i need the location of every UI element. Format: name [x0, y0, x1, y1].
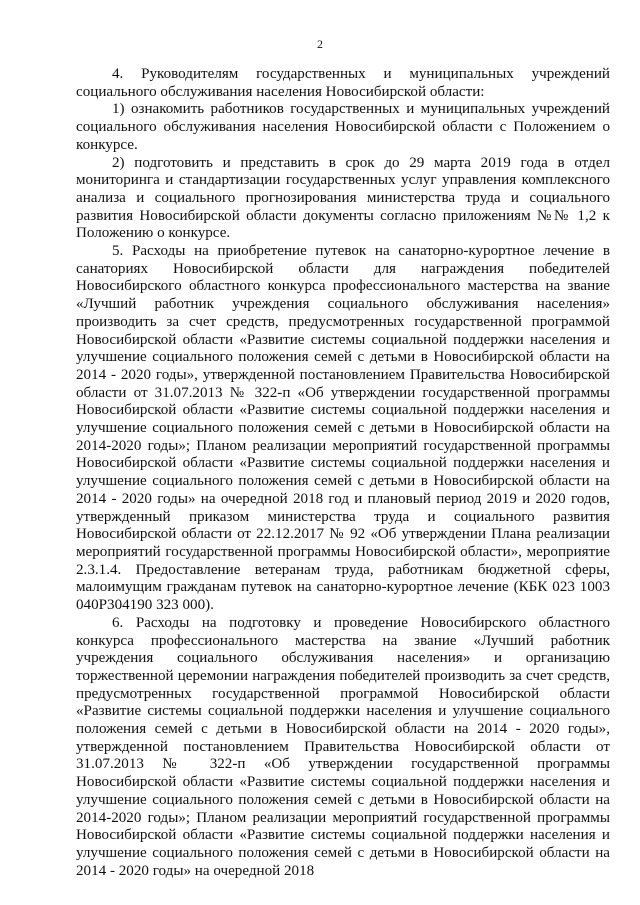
page-number: 2	[317, 37, 323, 51]
document-body	[76, 66, 610, 880]
paragraph-subitem-4-1: 1) ознакомить работников государственных и муниципальных учреждений социального обслуживания населения Новосибирской области с Положением о конкурсе.	[76, 101, 610, 153]
paragraph-item-4: 4. Руководителям государственных и муниципальных учреждений социального обслуживания населения Новосибирской области:	[76, 66, 610, 100]
paragraph-subitem-4-2: 2) подготовить и представить в срок до 29 марта 2019 года в отдел мониторинга и стандартизации государственных услуг управления комплексного анализа и социального прогнозирования министерства труда и социального развития Новосибирской области документы согласно приложениям №№ 1,2 к Положению о конкурсе.	[76, 154, 610, 242]
paragraph-item-6: 6. Расходы на подготовку и проведение Новосибирского областного конкурса профессионального мастерства на звание «Лучший работник учреждения социального обслуживания населения» и организацию торжественной церемонии награждения победителей производить за счет средств, предусмотренных государственной программой Новосибирской области «Развитие системы социальной поддержки населения и улучшение социального положения семей с детьми в Новосибирской области на 2014 - 2020 годы», утвержденной постановлением Правительства Новосибирской области от 31.07.2013 № 322-п «Об утверждении государственной программы Новосибирской области «Развитие системы социальной поддержки населения и улучшение социального положения семей с детьми в Новосибирской области на 2014-2020 годы»; Планом реализации мероприятий государственной программы Новосибирской области «Развитие системы социальной поддержки населения и улучшение социального положения семей с детьми в Новосибирской области на 2014 - 2020 годы» на очередной 2018	[76, 614, 610, 879]
paragraph-item-5: 5. Расходы на приобретение путевок на санаторно-курортное лечение в санаториях Новосибирской области для награждения победителей Новосибирского областного конкурса профессионального мастерства на звание «Лучший работник учреждения социального обслуживания населения» производить за счет средств, предусмотренных государственной программой Новосибирской области «Развитие системы социальной поддержки населения и улучшение социального положения семей с детьми в Новосибирской области на 2014 - 2020 годы», утвержденной постановлением Правительства Новосибирской области от 31.07.2013 № 322-п «Об утверждении государственной программы Новосибирской области «Развитие системы социальной поддержки населения и улучшение социального положения семей с детьми в Новосибирской области на 2014-2020 годы»; Планом реализации мероприятий государственной программы Новосибирской области «Развитие системы социальной поддержки населения и улучшение социального положения семей с детьми в Новосибирской области на 2014 - 2020 годы» на очередной 2018 год и плановый период 2019 и 2020 годов, утвержденный приказом министерства труда и социального развития Новосибирской области от 22.12.2017 № 92 «Об утверждении Плана реализации мероприятий государственной программы Новосибирской области», мероприятие 2.3.1.4. Предоставление ветеранам труда, работникам бюджетной сферы, малоимущим гражданам путевок на санаторно-курортное лечение (КБК 023 1003 040Р304190 323 000).	[76, 243, 610, 614]
